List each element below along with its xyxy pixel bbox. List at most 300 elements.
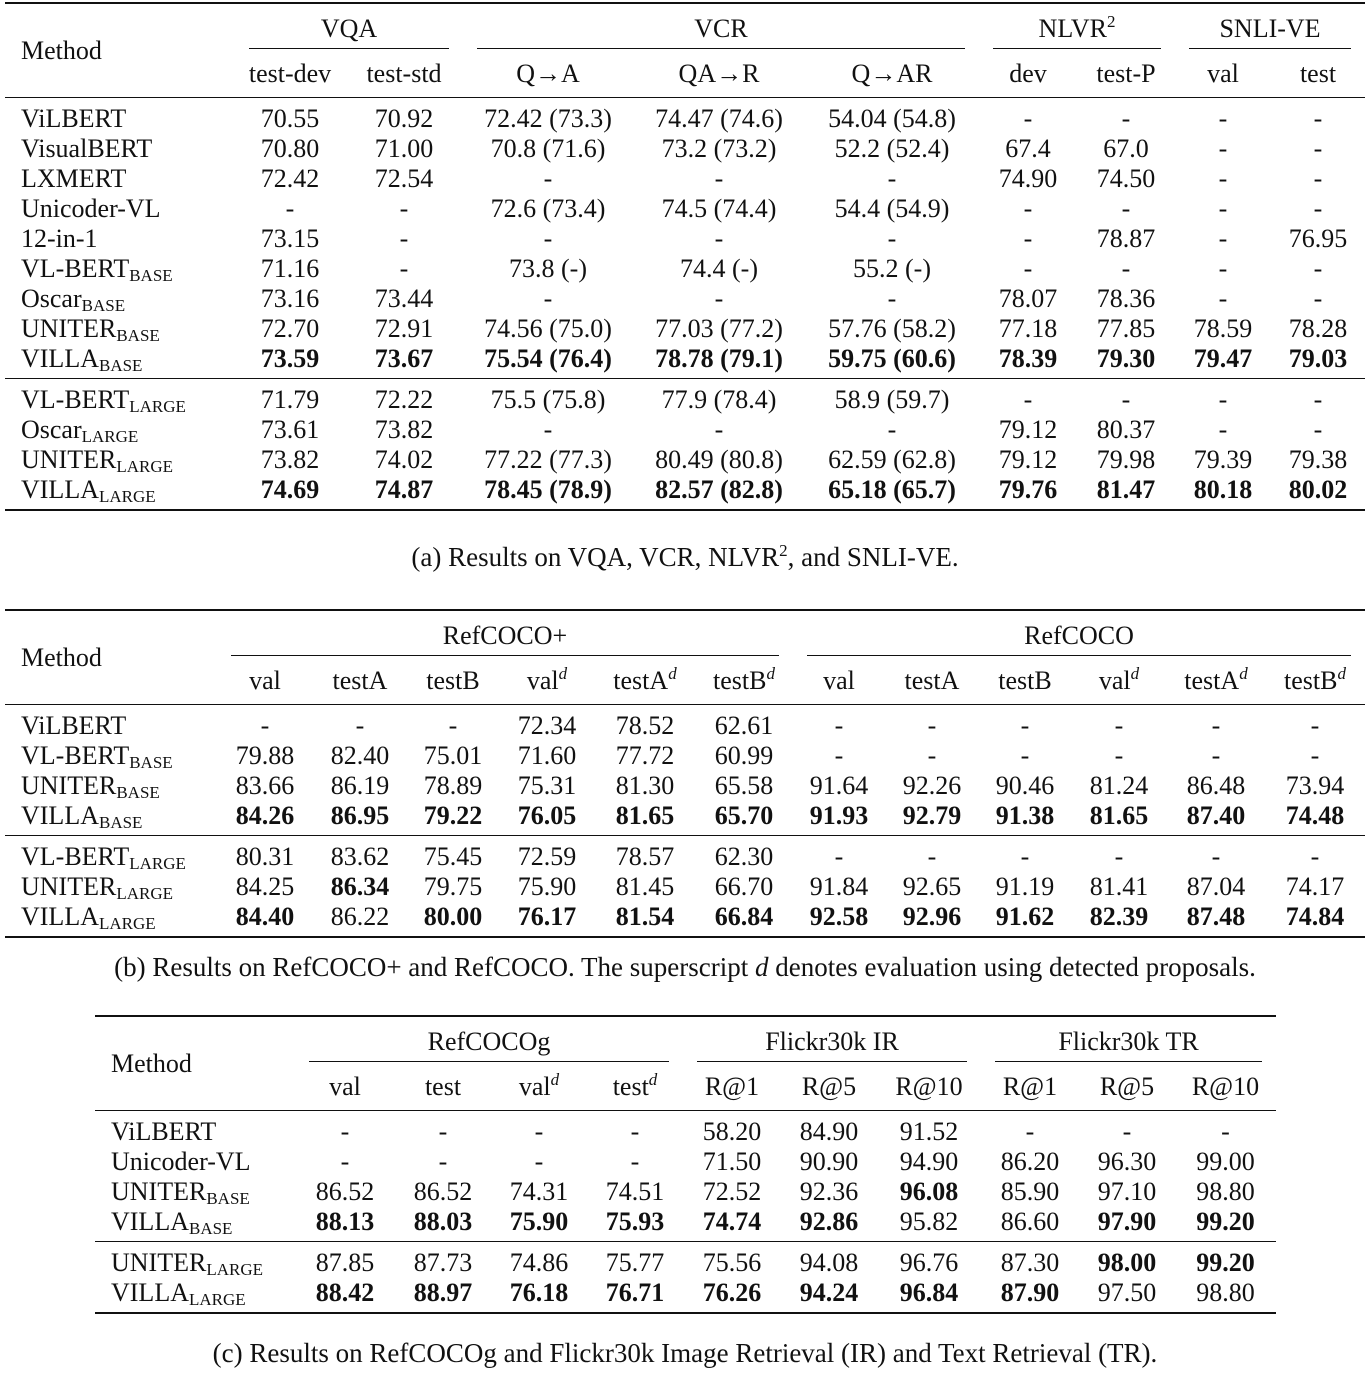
table-cell: 91.52: [877, 1111, 981, 1148]
table-cell: -: [1167, 836, 1265, 873]
table-cell: 78.28: [1288, 314, 1348, 343]
table-cell: 75.93: [605, 1207, 665, 1236]
table-cell: 54.4 (54.9): [834, 194, 950, 223]
table-cell: 73.61: [260, 415, 320, 444]
table-cell: 84.26: [235, 801, 295, 830]
table-cell: -: [979, 379, 1077, 416]
table-c: [95, 1015, 1276, 1314]
table-row: [95, 1147, 1276, 1177]
method-name: $VL-BERT_{BASE}$: [21, 741, 173, 772]
method-name: $VL-BERT_{LARGE}$: [5, 836, 217, 873]
table-cell: 97.50: [1079, 1278, 1175, 1313]
table-cell: -: [887, 164, 897, 193]
table-cell: 76.17: [499, 902, 595, 937]
method-name: Unicoder-VL: [111, 1147, 251, 1176]
table-cell: -: [1218, 254, 1228, 283]
table-cell: 70.8 (71.6): [490, 134, 606, 163]
table-cell: 94.08: [781, 1242, 877, 1279]
table-row: [95, 1177, 1276, 1207]
table-cell: 80.02: [1271, 475, 1365, 510]
table-cell: 80.18: [1175, 475, 1271, 510]
col-header: testB: [998, 666, 1052, 695]
table-cell: 96.08: [899, 1177, 959, 1206]
table-cell: 73.15: [260, 224, 320, 253]
table-cell: -: [714, 415, 724, 444]
table-cell: 92.65: [902, 872, 962, 901]
table-cell: 72.52: [702, 1177, 762, 1206]
table-cell: 78.59: [1193, 314, 1253, 343]
table-cell: 75.54 (76.4): [484, 344, 612, 373]
col-header: QA→R: [678, 59, 760, 88]
table-cell: 73.94: [1285, 771, 1345, 800]
table-c-body: [95, 1111, 1276, 1314]
table-cell: -: [885, 705, 979, 742]
method-name: ViLBERT: [5, 705, 217, 742]
table-cell: 78.57: [595, 836, 695, 873]
table-cell: 90.90: [799, 1147, 859, 1176]
table-row: [95, 1207, 1276, 1242]
table-cell: 81.47: [1077, 475, 1175, 510]
table-cell: 71.00: [374, 134, 434, 163]
table-cell: 74.50: [1096, 164, 1156, 193]
col-header: val$^d$: [526, 664, 568, 695]
table-cell: -: [1218, 415, 1228, 444]
table-b-body: [5, 705, 1365, 938]
table-cell: -: [1218, 284, 1228, 313]
table-cell: 52.2 (52.4): [834, 134, 950, 163]
method-header: Method: [111, 1048, 192, 1078]
table-cell: 62.59 (62.8): [828, 445, 956, 474]
table-cell: 59.75 (60.6): [828, 344, 956, 373]
table-cell: -: [887, 284, 897, 313]
table-cell: 80.00: [407, 902, 499, 937]
table-cell: 78.45 (78.9): [463, 475, 633, 510]
method-name: LXMERT: [21, 164, 127, 193]
table-cell: 87.73: [395, 1242, 491, 1279]
col-header: testA$^d$: [613, 664, 677, 695]
table-cell: -: [399, 224, 409, 253]
table-cell: 79.75: [423, 872, 483, 901]
table-cell: 81.65: [615, 801, 675, 830]
method-name: $VILLA_{BASE}$: [21, 801, 143, 832]
results-table-b: [5, 609, 1365, 938]
method-name: $VL-BERT_{BASE}$: [21, 254, 173, 285]
table-cell: -: [834, 741, 844, 770]
table-cell: 78.87: [1096, 224, 1156, 253]
table-cell: -: [1167, 705, 1265, 742]
col-header: val$^d$: [518, 1070, 560, 1101]
table-a: [5, 2, 1365, 511]
col-header: testA$^d$: [1184, 664, 1248, 695]
table-row: [5, 705, 1365, 742]
table-cell: 74.56 (75.0): [484, 314, 612, 343]
table-cell: 55.2 (-): [853, 254, 931, 283]
table-cell: 78.78 (79.1): [655, 344, 783, 373]
col-header: testA: [904, 666, 960, 695]
table-row: [5, 741, 1365, 771]
table-cell: -: [1313, 415, 1323, 444]
table-cell: 74.84: [1265, 902, 1365, 937]
col-header: test: [424, 1072, 462, 1101]
table-cell: 75.77: [587, 1242, 683, 1279]
table-cell: 82.57 (82.8): [633, 475, 805, 510]
table-cell: 60.99: [714, 741, 774, 770]
caption-c: (c) Results on RefCOCOg and Flickr30k Image Retrieval (IR) and Text Retrieval (TR).: [212, 1338, 1158, 1368]
group-snli-ve: SNLI-VE: [1189, 14, 1351, 49]
group-flickr-tr: Flickr30k TR: [995, 1027, 1262, 1062]
table-cell: 79.30: [1096, 344, 1156, 373]
table-cell: 74.47 (74.6): [633, 98, 805, 135]
table-cell: 71.16: [260, 254, 320, 283]
method-header: Method: [21, 642, 102, 672]
col-header: R@5: [1099, 1072, 1155, 1101]
table-cell: 57.76 (58.2): [828, 314, 956, 343]
table-cell: 76.95: [1288, 224, 1348, 253]
table-cell: -: [793, 836, 885, 873]
table-cell: 81.41: [1089, 872, 1149, 901]
table-cell: 80.31: [217, 836, 313, 873]
table-cell: -: [1114, 741, 1124, 770]
group-refcoco: RefCOCO: [807, 621, 1351, 656]
col-header: R@10: [895, 1072, 963, 1101]
group-refcocog: RefCOCOg: [309, 1027, 669, 1062]
table-cell: 66.70: [714, 872, 774, 901]
table-cell: 73.16: [260, 284, 320, 313]
table-row: [5, 902, 1365, 937]
table-cell: 77.72: [615, 741, 675, 770]
table-cell: -: [1211, 741, 1221, 770]
col-header: testB: [426, 666, 480, 695]
method-name: VisualBERT: [21, 134, 153, 163]
col-header: val: [823, 666, 855, 695]
method-name: Oscar$_{LARGE}$: [21, 415, 139, 446]
table-cell: 62.61: [695, 705, 793, 742]
table-cell: 88.03: [413, 1207, 473, 1236]
table-cell: 99.20: [1175, 1242, 1276, 1279]
table-row: [5, 771, 1365, 801]
table-row: [5, 872, 1365, 902]
col-header: dev: [1009, 59, 1047, 88]
group-nlvr2: NLVR$^2$: [993, 14, 1161, 49]
table-cell: 79.12: [998, 445, 1058, 474]
table-cell: 71.50: [702, 1147, 762, 1176]
table-cell: 77.85: [1096, 314, 1156, 343]
table-cell: -: [1218, 134, 1228, 163]
method-name: Unicoder-VL: [21, 194, 161, 223]
table-cell: -: [1313, 254, 1323, 283]
table-cell: 86.95: [330, 801, 390, 830]
table-cell: 81.65: [1089, 801, 1149, 830]
table-cell: -: [1218, 194, 1228, 223]
table-cell: -: [534, 1147, 544, 1176]
table-cell: -: [1265, 836, 1365, 873]
table-cell: 73.82: [260, 445, 320, 474]
table-cell: 88.97: [395, 1278, 491, 1313]
table-cell: 78.89: [423, 771, 483, 800]
table-cell: 77.9 (78.4): [633, 379, 805, 416]
group-refcoco-plus: RefCOCO+: [231, 621, 779, 656]
table-cell: 67.4: [1005, 134, 1051, 163]
col-header: Q→A: [516, 59, 580, 88]
table-cell: -: [340, 1147, 350, 1176]
col-header: val$^d$: [1098, 664, 1140, 695]
table-cell: 58.9 (59.7): [805, 379, 979, 416]
table-a-body: [5, 98, 1365, 511]
col-header: Q→AR: [851, 59, 933, 88]
table-cell: 87.40: [1186, 801, 1246, 830]
table-cell: 80.37: [1096, 415, 1156, 444]
table-cell: 96.76: [877, 1242, 981, 1279]
table-cell: 72.34: [499, 705, 595, 742]
table-row: [5, 801, 1365, 836]
table-cell: 86.22: [313, 902, 407, 937]
table-cell: -: [395, 1111, 491, 1148]
table-cell: -: [1218, 164, 1228, 193]
col-header: R@5: [801, 1072, 857, 1101]
table-cell: -: [927, 741, 937, 770]
table-cell: 73.8 (-): [509, 254, 587, 283]
table-cell: 54.04 (54.8): [805, 98, 979, 135]
table-cell: -: [793, 705, 885, 742]
table-cell: 97.10: [1097, 1177, 1157, 1206]
table-cell: 74.17: [1285, 872, 1345, 901]
table-cell: -: [1265, 705, 1365, 742]
table-row: [5, 475, 1365, 510]
table-cell: 65.58: [714, 771, 774, 800]
table-cell: -: [1271, 98, 1365, 135]
table-cell: -: [1077, 379, 1175, 416]
table-cell: 75.45: [407, 836, 499, 873]
method-name: $UNITER_{BASE}$: [21, 771, 160, 802]
table-cell: 76.71: [587, 1278, 683, 1313]
table-cell: 81.30: [615, 771, 675, 800]
table-cell: 80.49 (80.8): [655, 445, 783, 474]
table-cell: 81.45: [615, 872, 675, 901]
table-cell: 62.30: [695, 836, 793, 873]
method-name: ViLBERT: [5, 98, 235, 135]
table-cell: 72.22: [345, 379, 463, 416]
table-cell: 92.26: [902, 771, 962, 800]
method-name: 12-in-1: [21, 224, 98, 253]
col-header: val: [249, 666, 281, 695]
table-cell: 84.25: [235, 872, 295, 901]
table-cell: 75.56: [683, 1242, 781, 1279]
col-header: test$^d$: [612, 1070, 658, 1101]
method-name: $VL-BERT_{LARGE}$: [5, 379, 235, 416]
table-cell: -: [543, 164, 553, 193]
table-cell: -: [407, 705, 499, 742]
table-cell: -: [1023, 224, 1033, 253]
table-cell: 88.42: [295, 1278, 395, 1313]
table-cell: 99.20: [1196, 1207, 1255, 1236]
table-b: [5, 609, 1365, 938]
table-cell: 73.44: [374, 284, 434, 313]
table-cell: 72.59: [499, 836, 595, 873]
table-cell: 74.51: [605, 1177, 665, 1206]
table-cell: 79.88: [235, 741, 295, 770]
table-cell: 84.90: [781, 1111, 877, 1148]
table-cell: -: [543, 415, 553, 444]
table-cell: 86.48: [1186, 771, 1246, 800]
table-cell: 92.79: [902, 801, 962, 830]
col-header: test: [1299, 59, 1337, 88]
table-cell: 86.34: [330, 872, 390, 901]
table-row: [95, 1242, 1276, 1279]
table-cell: 94.90: [899, 1147, 959, 1176]
table-cell: -: [630, 1147, 640, 1176]
table-cell: 83.62: [313, 836, 407, 873]
table-cell: 74.31: [509, 1177, 569, 1206]
table-cell: 72.42 (73.3): [463, 98, 633, 135]
table-cell: 79.38: [1288, 445, 1348, 474]
table-cell: 74.87: [345, 475, 463, 510]
table-cell: -: [1023, 194, 1033, 223]
table-cell: 67.0: [1103, 134, 1149, 163]
table-cell: 86.20: [1000, 1147, 1060, 1176]
table-cell: -: [1071, 705, 1167, 742]
table-cell: 86.52: [315, 1177, 375, 1206]
col-header: test-P: [1096, 59, 1156, 88]
col-header: test-dev: [248, 59, 332, 88]
table-cell: -: [438, 1147, 448, 1176]
method-name: $UNITER_{LARGE}$: [21, 445, 173, 476]
table-cell: -: [587, 1111, 683, 1148]
col-header: val: [1207, 59, 1239, 88]
method-name: $UNITER_{LARGE}$: [95, 1242, 295, 1279]
table-cell: 98.00: [1079, 1242, 1175, 1279]
method-name: Oscar$_{BASE}$: [21, 284, 126, 315]
table-row: [95, 1111, 1276, 1148]
table-cell: 88.13: [315, 1207, 375, 1236]
table-cell: 79.22: [423, 801, 483, 830]
table-cell: -: [714, 284, 724, 313]
table-cell: 74.90: [998, 164, 1058, 193]
method-name: $VILLA_{LARGE}$: [95, 1278, 295, 1313]
method-name: $UNITER_{LARGE}$: [21, 872, 173, 903]
table-cell: 74.69: [235, 475, 345, 510]
table-cell: -: [1175, 1111, 1276, 1148]
table-cell: 92.96: [885, 902, 979, 937]
col-header: testB$^d$: [713, 664, 775, 695]
table-cell: 96.84: [877, 1278, 981, 1313]
table-row: [5, 836, 1365, 873]
table-cell: -: [1020, 741, 1030, 770]
table-cell: 85.90: [1000, 1177, 1060, 1206]
method-header: Method: [21, 35, 102, 65]
table-cell: 74.02: [374, 445, 434, 474]
table-cell: 75.90: [509, 1207, 569, 1236]
table-row: [5, 314, 1365, 344]
table-cell: -: [1121, 254, 1131, 283]
table-cell: 79.98: [1096, 445, 1156, 474]
table-cell: 94.24: [781, 1278, 877, 1313]
table-cell: -: [1310, 741, 1320, 770]
table-cell: 92.86: [799, 1207, 859, 1236]
table-cell: 74.74: [702, 1207, 762, 1236]
table-cell: 91.19: [995, 872, 1055, 901]
table-cell: -: [887, 415, 897, 444]
table-cell: 92.58: [793, 902, 885, 937]
table-cell: 79.12: [998, 415, 1058, 444]
table-cell: 74.4 (-): [680, 254, 758, 283]
table-cell: 74.48: [1285, 801, 1345, 830]
table-cell: 78.36: [1096, 284, 1156, 313]
group-flickr-ir: Flickr30k IR: [697, 1027, 967, 1062]
method-name: $UNITER_{BASE}$: [21, 314, 160, 345]
table-cell: 72.6 (73.4): [490, 194, 606, 223]
group-vcr: VCR: [477, 14, 965, 49]
table-cell: -: [979, 98, 1077, 135]
table-cell: 79.47: [1193, 344, 1253, 373]
table-row: [5, 415, 1365, 445]
table-cell: -: [1079, 1111, 1175, 1148]
table-cell: 58.20: [683, 1111, 781, 1148]
col-header: testA: [332, 666, 388, 695]
table-row: [5, 194, 1365, 224]
table-cell: -: [217, 705, 313, 742]
table-cell: -: [399, 194, 409, 223]
table-cell: 84.40: [217, 902, 313, 937]
table-cell: -: [1175, 379, 1271, 416]
table-row: [5, 164, 1365, 194]
table-cell: 87.48: [1167, 902, 1265, 937]
table-row: [5, 344, 1365, 379]
table-cell: 79.03: [1288, 344, 1348, 373]
table-cell: 66.84: [695, 902, 793, 937]
table-cell: 86.60: [1000, 1207, 1060, 1236]
table-cell: 77.18: [998, 314, 1058, 343]
table-cell: 99.00: [1196, 1147, 1255, 1176]
table-cell: 79.39: [1193, 445, 1253, 474]
table-cell: 73.2 (73.2): [661, 134, 777, 163]
method-name: $VILLA_{LARGE}$: [5, 475, 235, 510]
method-name: $VILLA_{BASE}$: [21, 344, 143, 375]
table-cell: 70.55: [235, 98, 345, 135]
table-cell: 75.90: [517, 872, 577, 901]
table-row: [5, 379, 1365, 416]
table-cell: -: [491, 1111, 587, 1148]
table-cell: 72.54: [374, 164, 434, 193]
table-cell: -: [313, 705, 407, 742]
table-cell: -: [295, 1111, 395, 1148]
table-row: [5, 445, 1365, 475]
table-cell: 92.36: [799, 1177, 859, 1206]
table-row: [5, 134, 1365, 164]
table-cell: 91.84: [809, 872, 869, 901]
table-cell: 73.59: [260, 344, 320, 373]
table-cell: -: [1071, 836, 1167, 873]
table-cell: 90.46: [995, 771, 1055, 800]
table-cell: 74.5 (74.4): [661, 194, 777, 223]
col-header: R@1: [704, 1072, 760, 1101]
table-row: [5, 284, 1365, 314]
table-cell: 91.38: [995, 801, 1055, 830]
table-cell: -: [543, 284, 553, 313]
table-cell: -: [979, 836, 1071, 873]
table-cell: -: [714, 224, 724, 253]
table-cell: 72.91: [374, 314, 434, 343]
table-cell: 87.04: [1186, 872, 1246, 901]
table-cell: 81.54: [595, 902, 695, 937]
table-cell: -: [1313, 284, 1323, 313]
table-cell: -: [714, 164, 724, 193]
table-cell: -: [1121, 194, 1131, 223]
table-cell: -: [543, 224, 553, 253]
table-cell: -: [979, 705, 1071, 742]
table-cell: 73.67: [374, 344, 434, 373]
table-cell: -: [1313, 164, 1323, 193]
table-cell: 86.52: [413, 1177, 473, 1206]
